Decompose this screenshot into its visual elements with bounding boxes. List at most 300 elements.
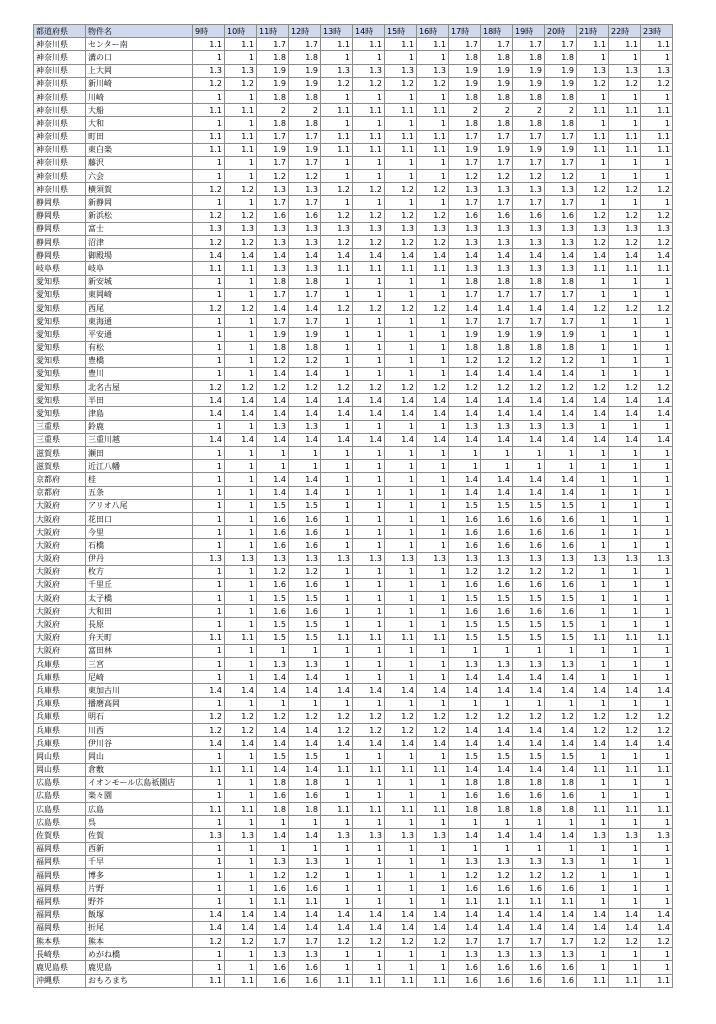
- rate-cell: 1.7: [481, 934, 513, 947]
- rate-cell: 1: [257, 697, 289, 710]
- rate-cell: 1.4: [513, 737, 545, 750]
- rate-cell: 1: [385, 565, 417, 578]
- rate-cell: 1.3: [385, 222, 417, 235]
- rate-cell: 1: [321, 816, 353, 829]
- property-cell: 岡山: [86, 750, 193, 763]
- rate-cell: 1.4: [545, 433, 577, 446]
- rate-cell: 1: [385, 420, 417, 433]
- rate-cell: 1.8: [289, 803, 321, 816]
- rate-cell: 1.4: [289, 723, 321, 736]
- table-row: [34, 354, 673, 367]
- rate-cell: 1: [225, 697, 257, 710]
- rate-cell: 1.6: [257, 961, 289, 974]
- rate-cell: 1: [641, 592, 673, 605]
- rate-cell: 1.2: [385, 209, 417, 222]
- table-row: [34, 64, 673, 77]
- rate-cell: 1.2: [417, 381, 449, 394]
- rate-cell: 1.1: [225, 143, 257, 156]
- rate-cell: 1.7: [257, 934, 289, 947]
- table-row: [34, 710, 673, 723]
- rate-cell: 1: [417, 51, 449, 64]
- rate-cell: 1.1: [385, 974, 417, 987]
- rate-cell: 1: [417, 328, 449, 341]
- rate-cell: 1.3: [545, 222, 577, 235]
- rate-cell: 1: [641, 671, 673, 684]
- rate-cell: 1.1: [193, 38, 225, 51]
- rate-cell: 1: [353, 51, 385, 64]
- rate-cell: 1.3: [257, 222, 289, 235]
- rate-cell: 1: [193, 51, 225, 64]
- rate-cell: 1.1: [609, 38, 641, 51]
- rate-cell: 1.4: [289, 394, 321, 407]
- rate-cell: 1.4: [417, 684, 449, 697]
- rate-cell: 1.3: [449, 262, 481, 275]
- prefecture-cell: 岡山県: [34, 750, 86, 763]
- rate-cell: 1.8: [449, 90, 481, 103]
- header-prefecture: 都道府県: [34, 25, 86, 38]
- rate-cell: 1.6: [481, 539, 513, 552]
- rate-cell: 1.2: [609, 183, 641, 196]
- prefecture-cell: 鹿児島県: [34, 961, 86, 974]
- rate-cell: 2: [257, 104, 289, 117]
- rate-cell: 1: [577, 605, 609, 618]
- property-cell: 呉: [86, 816, 193, 829]
- rate-cell: 1.1: [385, 631, 417, 644]
- rate-cell: 1: [289, 460, 321, 473]
- rate-cell: 1: [641, 948, 673, 961]
- rate-cell: 1: [353, 367, 385, 380]
- rate-cell: 1.8: [545, 776, 577, 789]
- property-cell: 伊川谷: [86, 737, 193, 750]
- prefecture-cell: 大阪府: [34, 512, 86, 525]
- property-cell: 飯塚: [86, 908, 193, 921]
- rate-cell: 1.4: [641, 737, 673, 750]
- rate-cell: 1.1: [481, 895, 513, 908]
- rate-cell: 1.4: [449, 671, 481, 684]
- rate-cell: 1.2: [609, 710, 641, 723]
- rate-cell: 1.8: [289, 51, 321, 64]
- rate-cell: 2: [449, 104, 481, 117]
- rate-cell: 1.1: [609, 763, 641, 776]
- rate-cell: 1: [577, 315, 609, 328]
- rate-cell: 1.2: [609, 381, 641, 394]
- rate-cell: 1.1: [321, 262, 353, 275]
- rate-cell: 1.4: [449, 249, 481, 262]
- rate-cell: 1.2: [577, 381, 609, 394]
- property-cell: 御殿場: [86, 249, 193, 262]
- header-hour: 20時: [545, 25, 577, 38]
- rate-cell: 1.2: [641, 710, 673, 723]
- rate-cell: 1: [609, 776, 641, 789]
- rate-cell: 1.3: [385, 829, 417, 842]
- prefecture-cell: 神奈川県: [34, 77, 86, 90]
- rate-cell: 1: [577, 816, 609, 829]
- rate-table: [33, 24, 673, 988]
- rate-cell: 1: [385, 618, 417, 631]
- rate-cell: 1.1: [225, 262, 257, 275]
- prefecture-cell: 沖縄県: [34, 974, 86, 987]
- property-cell: 熊本: [86, 934, 193, 947]
- rate-cell: 1.2: [481, 170, 513, 183]
- property-cell: 瀬田: [86, 447, 193, 460]
- rate-cell: 1.7: [449, 130, 481, 143]
- rate-cell: 1.7: [545, 315, 577, 328]
- rate-cell: 1.7: [289, 196, 321, 209]
- prefecture-cell: 愛知県: [34, 394, 86, 407]
- rate-cell: 1.4: [577, 394, 609, 407]
- rate-cell: 1.1: [609, 974, 641, 987]
- rate-cell: 1.4: [545, 908, 577, 921]
- rate-cell: 1.4: [449, 684, 481, 697]
- rate-cell: 1.6: [449, 882, 481, 895]
- rate-cell: 1.1: [641, 104, 673, 117]
- rate-cell: 1.7: [449, 288, 481, 301]
- rate-cell: 1.8: [513, 117, 545, 130]
- rate-cell: 1: [321, 170, 353, 183]
- rate-cell: 1.6: [481, 512, 513, 525]
- rate-cell: 1: [417, 315, 449, 328]
- table-row: [34, 605, 673, 618]
- rate-cell: 1: [449, 644, 481, 657]
- rate-cell: 1: [417, 658, 449, 671]
- rate-cell: 1.2: [193, 77, 225, 90]
- rate-cell: 1.2: [449, 710, 481, 723]
- property-cell: 近江八幡: [86, 460, 193, 473]
- rate-cell: 1.3: [641, 552, 673, 565]
- prefecture-cell: 神奈川県: [34, 90, 86, 103]
- rate-cell: 1.8: [257, 117, 289, 130]
- rate-cell: 1.3: [321, 829, 353, 842]
- rate-cell: 1.4: [225, 921, 257, 934]
- rate-cell: 1.6: [513, 578, 545, 591]
- rate-cell: 1.3: [225, 552, 257, 565]
- rate-cell: 1.4: [513, 367, 545, 380]
- table-row: [34, 644, 673, 657]
- rate-cell: 1: [321, 156, 353, 169]
- rate-cell: 1: [577, 51, 609, 64]
- property-cell: 鈴鹿: [86, 420, 193, 433]
- rate-cell: 1: [321, 486, 353, 499]
- rate-cell: 1.4: [545, 473, 577, 486]
- rate-cell: 1.4: [289, 407, 321, 420]
- rate-cell: 1.9: [545, 64, 577, 77]
- rate-cell: 1.2: [385, 723, 417, 736]
- property-cell: 岐阜: [86, 262, 193, 275]
- rate-cell: 1.6: [545, 539, 577, 552]
- rate-cell: 1: [609, 592, 641, 605]
- rate-cell: 1.9: [481, 64, 513, 77]
- rate-cell: 1: [513, 460, 545, 473]
- rate-cell: 1.4: [513, 249, 545, 262]
- table-row: [34, 618, 673, 631]
- rate-cell: 1.6: [545, 578, 577, 591]
- rate-cell: 1: [225, 842, 257, 855]
- rate-cell: 1.1: [577, 803, 609, 816]
- rate-cell: 1.4: [385, 433, 417, 446]
- rate-cell: 1.2: [577, 934, 609, 947]
- rate-cell: 1.3: [513, 236, 545, 249]
- rate-cell: 1: [577, 961, 609, 974]
- property-cell: 西尾: [86, 301, 193, 314]
- table-row: [34, 552, 673, 565]
- rate-cell: 1.3: [481, 236, 513, 249]
- rate-cell: 1.6: [289, 539, 321, 552]
- prefecture-cell: 兵庫県: [34, 658, 86, 671]
- rate-cell: 1: [417, 354, 449, 367]
- rate-cell: 1: [513, 447, 545, 460]
- rate-cell: 1.2: [481, 869, 513, 882]
- table-row: [34, 855, 673, 868]
- prefecture-cell: 佐賀県: [34, 829, 86, 842]
- rate-cell: 1.5: [257, 618, 289, 631]
- rate-cell: 1.3: [481, 552, 513, 565]
- rate-cell: 1.4: [449, 407, 481, 420]
- rate-cell: 1.7: [289, 38, 321, 51]
- rate-cell: 1.2: [577, 723, 609, 736]
- rate-cell: 1.4: [481, 921, 513, 934]
- rate-cell: 1: [641, 895, 673, 908]
- rate-cell: 1.4: [257, 737, 289, 750]
- rate-cell: 1: [385, 473, 417, 486]
- rate-cell: 1.3: [353, 222, 385, 235]
- rate-cell: 1: [193, 592, 225, 605]
- rate-cell: 1: [321, 460, 353, 473]
- rate-cell: 1.2: [193, 236, 225, 249]
- rate-cell: 1.3: [609, 552, 641, 565]
- rate-cell: 1.8: [545, 803, 577, 816]
- rate-cell: 1: [641, 618, 673, 631]
- rate-cell: 1.9: [449, 77, 481, 90]
- rate-cell: 1: [513, 842, 545, 855]
- rate-cell: 1.2: [225, 77, 257, 90]
- rate-cell: 1: [225, 869, 257, 882]
- rate-cell: 1.9: [513, 143, 545, 156]
- rate-cell: 1.4: [641, 249, 673, 262]
- rate-cell: 1.1: [321, 631, 353, 644]
- rate-cell: 1: [641, 354, 673, 367]
- property-cell: 五条: [86, 486, 193, 499]
- rate-cell: 1.3: [513, 855, 545, 868]
- rate-cell: 1.3: [257, 552, 289, 565]
- rate-cell: 1.2: [641, 77, 673, 90]
- rate-cell: 1.2: [289, 170, 321, 183]
- rate-cell: 1.1: [417, 130, 449, 143]
- rate-cell: 1.7: [513, 130, 545, 143]
- table-row: [34, 671, 673, 684]
- rate-cell: 1: [609, 948, 641, 961]
- rate-cell: 1: [417, 512, 449, 525]
- rate-cell: 1: [193, 882, 225, 895]
- property-cell: めがね橋: [86, 948, 193, 961]
- rate-cell: 1.7: [513, 288, 545, 301]
- rate-cell: 1.3: [353, 829, 385, 842]
- rate-cell: 1: [385, 51, 417, 64]
- rate-cell: 1.2: [449, 354, 481, 367]
- table-row: [34, 117, 673, 130]
- rate-cell: 1: [321, 578, 353, 591]
- rate-cell: 1: [225, 90, 257, 103]
- rate-cell: 1.9: [449, 64, 481, 77]
- rate-cell: 1: [417, 156, 449, 169]
- rate-cell: 1: [353, 275, 385, 288]
- rate-cell: 1: [353, 565, 385, 578]
- property-cell: 千里丘: [86, 578, 193, 591]
- rate-cell: 1: [609, 671, 641, 684]
- rate-cell: 1.6: [513, 539, 545, 552]
- rate-cell: 1.2: [321, 381, 353, 394]
- rate-cell: 1: [321, 512, 353, 525]
- rate-cell: 1: [417, 882, 449, 895]
- rate-cell: 1: [321, 367, 353, 380]
- property-cell: センター南: [86, 38, 193, 51]
- rate-cell: 1.3: [481, 262, 513, 275]
- rate-cell: 1.3: [545, 552, 577, 565]
- rate-cell: 1.2: [577, 209, 609, 222]
- rate-cell: 1.1: [353, 763, 385, 776]
- rate-cell: 1.4: [449, 473, 481, 486]
- property-cell: 大和田: [86, 605, 193, 618]
- rate-cell: 1.4: [449, 394, 481, 407]
- rate-cell: 1.8: [257, 51, 289, 64]
- rate-cell: 1: [577, 776, 609, 789]
- rate-cell: 1: [321, 789, 353, 802]
- rate-cell: 1: [641, 882, 673, 895]
- property-cell: 富士: [86, 222, 193, 235]
- rate-cell: 1: [577, 512, 609, 525]
- rate-cell: 1: [193, 328, 225, 341]
- rate-cell: 1.8: [257, 341, 289, 354]
- prefecture-cell: 福岡県: [34, 869, 86, 882]
- rate-cell: 1: [577, 618, 609, 631]
- rate-cell: 1.1: [417, 262, 449, 275]
- rate-cell: 1.1: [193, 130, 225, 143]
- prefecture-cell: 滋賀県: [34, 460, 86, 473]
- rate-cell: 1: [641, 170, 673, 183]
- property-cell: 東岡崎: [86, 288, 193, 301]
- property-cell: 沼津: [86, 236, 193, 249]
- property-cell: 藤沢: [86, 156, 193, 169]
- rate-cell: 1: [577, 750, 609, 763]
- rate-cell: 1.4: [321, 921, 353, 934]
- rate-cell: 1.1: [385, 803, 417, 816]
- rate-cell: 1: [577, 367, 609, 380]
- rate-cell: 1.3: [449, 658, 481, 671]
- rate-cell: 1: [353, 789, 385, 802]
- prefecture-cell: 大阪府: [34, 631, 86, 644]
- rate-cell: 1: [353, 842, 385, 855]
- property-cell: 東加古川: [86, 684, 193, 697]
- rate-cell: 1.7: [289, 156, 321, 169]
- rate-cell: 1.4: [289, 763, 321, 776]
- rate-cell: 1.8: [449, 117, 481, 130]
- header-hour: 23時: [641, 25, 673, 38]
- rate-cell: 1.4: [289, 908, 321, 921]
- rate-cell: 1: [577, 486, 609, 499]
- rate-cell: 1.1: [321, 143, 353, 156]
- rate-cell: 1: [577, 671, 609, 684]
- rate-cell: 1.6: [545, 209, 577, 222]
- rate-cell: 1: [353, 697, 385, 710]
- rate-cell: 1.5: [513, 592, 545, 605]
- rate-cell: 1.6: [513, 209, 545, 222]
- rate-cell: 1: [193, 196, 225, 209]
- rate-cell: 1.4: [257, 367, 289, 380]
- rate-cell: 1.2: [417, 934, 449, 947]
- rate-cell: 1: [641, 658, 673, 671]
- header-hour: 22時: [609, 25, 641, 38]
- property-cell: 津島: [86, 407, 193, 420]
- rate-cell: 1.2: [321, 934, 353, 947]
- rate-cell: 1.2: [321, 710, 353, 723]
- rate-cell: 1: [353, 605, 385, 618]
- prefecture-cell: 京都府: [34, 486, 86, 499]
- rate-cell: 1: [641, 578, 673, 591]
- rate-cell: 1.1: [353, 104, 385, 117]
- rate-cell: 1: [641, 499, 673, 512]
- rate-cell: 1.5: [545, 592, 577, 605]
- rate-cell: 1: [641, 447, 673, 460]
- rate-cell: 1.4: [353, 249, 385, 262]
- property-cell: 三重川越: [86, 433, 193, 446]
- rate-cell: 1.9: [513, 328, 545, 341]
- rate-cell: 1.6: [513, 526, 545, 539]
- table-row: [34, 631, 673, 644]
- rate-cell: 1.4: [289, 433, 321, 446]
- prefecture-cell: 三重県: [34, 420, 86, 433]
- header-hour: 13時: [321, 25, 353, 38]
- table-row: [34, 816, 673, 829]
- rate-cell: 1.1: [289, 895, 321, 908]
- rate-cell: 1.2: [641, 301, 673, 314]
- rate-cell: 1: [353, 750, 385, 763]
- rate-cell: 1: [385, 328, 417, 341]
- rate-cell: 1: [193, 512, 225, 525]
- rate-cell: 1: [385, 869, 417, 882]
- rate-cell: 1: [481, 816, 513, 829]
- rate-cell: 1.9: [289, 64, 321, 77]
- rate-cell: 1.3: [257, 262, 289, 275]
- table-row: [34, 842, 673, 855]
- rate-cell: 1: [353, 473, 385, 486]
- rate-cell: 1: [257, 644, 289, 657]
- rate-cell: 1: [577, 288, 609, 301]
- rate-cell: 1: [321, 447, 353, 460]
- rate-cell: 1.4: [577, 737, 609, 750]
- rate-cell: 1: [225, 816, 257, 829]
- property-cell: 富田林: [86, 644, 193, 657]
- rate-cell: 1: [641, 473, 673, 486]
- rate-cell: 1.3: [289, 552, 321, 565]
- rate-cell: 1: [385, 526, 417, 539]
- property-cell: 大船: [86, 104, 193, 117]
- rate-cell: 1.6: [545, 882, 577, 895]
- rate-cell: 1.1: [609, 803, 641, 816]
- rate-cell: 1.1: [641, 803, 673, 816]
- rate-cell: 1.4: [449, 921, 481, 934]
- rate-cell: 1.8: [289, 776, 321, 789]
- rate-cell: 1.4: [609, 737, 641, 750]
- rate-cell: 1.4: [513, 763, 545, 776]
- property-cell: 佐賀: [86, 829, 193, 842]
- prefecture-cell: 神奈川県: [34, 170, 86, 183]
- rate-cell: 1: [641, 750, 673, 763]
- rate-cell: 1.3: [545, 420, 577, 433]
- property-cell: 広島: [86, 803, 193, 816]
- rate-cell: 1.4: [481, 433, 513, 446]
- rate-cell: 1.1: [353, 974, 385, 987]
- rate-cell: 1.5: [449, 618, 481, 631]
- rate-cell: 1.2: [225, 301, 257, 314]
